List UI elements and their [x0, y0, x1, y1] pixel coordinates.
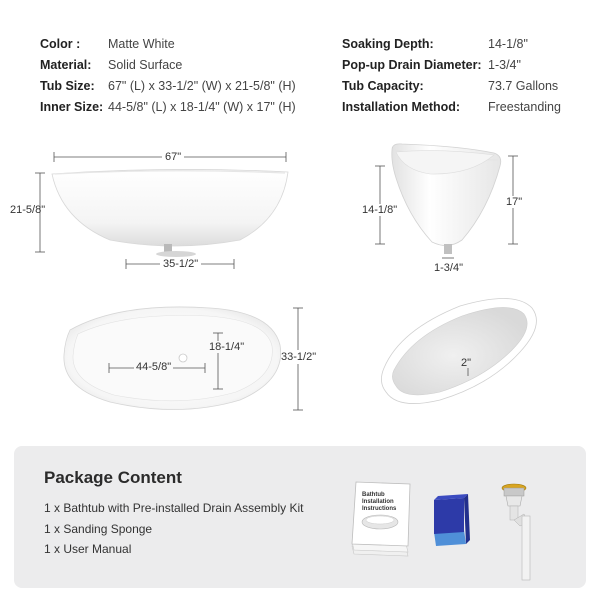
- angled-view: [381, 298, 536, 403]
- spec-label: Tub Size:: [40, 79, 95, 93]
- sanding-sponge-icon: [434, 494, 470, 546]
- dimension-inner-height: 17": [506, 196, 523, 208]
- spec-value: 73.7 Gallons: [488, 79, 559, 93]
- tub-top-basin: [73, 315, 272, 400]
- dimension-height: 21-5/8": [10, 204, 46, 216]
- dimension-inner-length: 44-5/8": [136, 361, 172, 373]
- dimension-drain: 1-3/4": [434, 262, 463, 274]
- spec-value: 44-5/8" (L) x 18-1/4" (W) x 17" (H): [108, 100, 296, 114]
- spec-value: Freestanding: [488, 100, 561, 114]
- spec-value: 14-1/8": [488, 37, 528, 51]
- dimension-length: 67": [162, 151, 184, 163]
- spec-label: Inner Size:: [40, 100, 104, 114]
- drain-hole: [179, 354, 187, 362]
- side-view: [35, 152, 288, 269]
- spec-value: Solid Surface: [108, 58, 183, 72]
- drain-base: [156, 251, 196, 257]
- drain-pipe: [444, 244, 452, 254]
- dimension-inner-width: 18-1/4": [209, 341, 245, 353]
- drain-assembly-icon: [502, 484, 530, 580]
- package-item-manual: 1 x User Manual: [44, 542, 132, 556]
- tub-angled-basin: [392, 307, 527, 394]
- spec-label: Pop-up Drain Diameter:: [342, 58, 482, 72]
- package-item-sponge: 1 x Sanding Sponge: [44, 521, 153, 536]
- spec-label: Soaking Depth:: [342, 37, 434, 51]
- manual-cover-title: Bathtub Installation Instructions: [362, 492, 397, 512]
- end-view: [375, 144, 518, 258]
- spec-label: Tub Capacity:: [342, 79, 424, 93]
- spec-value: Matte White: [108, 37, 175, 51]
- spec-value: 67" (L) x 33-1/2" (W) x 21-5/8" (H): [108, 79, 296, 93]
- package-title: Package Content: [44, 468, 182, 487]
- dimension-width: 33-1/2": [281, 351, 317, 363]
- spec-value: 1-3/4": [488, 58, 521, 72]
- spec-label: Color :: [40, 37, 81, 51]
- package-content-panel: [14, 446, 586, 588]
- package-items-illustration: [344, 474, 574, 586]
- package-item-list: [44, 498, 303, 560]
- dimension-rim: 2": [461, 357, 472, 369]
- top-view: [64, 307, 303, 410]
- tub-side-shape: [52, 169, 288, 246]
- package-item-bathtub: 1 x Bathtub with Pre-installed Drain Assembly Kit: [44, 501, 304, 515]
- dimension-soaking-depth: 14-1/8": [362, 204, 398, 216]
- dimension-base: 35-1/2": [160, 258, 201, 270]
- spec-label: Material:: [40, 58, 92, 72]
- spec-label: Installation Method:: [342, 100, 461, 114]
